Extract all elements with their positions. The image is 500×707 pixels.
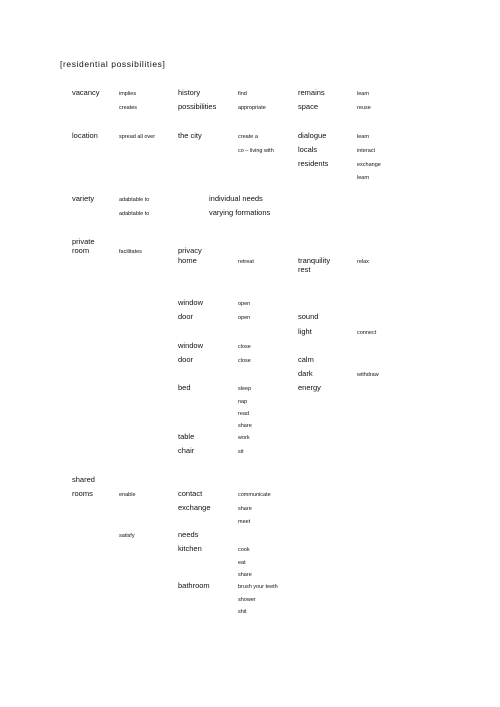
verb-meet: meet [238,519,251,525]
term-kitchen: kitchen [178,544,202,553]
term-door: door [178,312,194,321]
verb-facilitates: facilitates [119,249,142,255]
verb-enable: enable [119,492,136,498]
verb-learn-3: learn [357,175,370,181]
verb-cook: cook [238,547,250,553]
term-chair: chair [178,446,195,455]
term-history: history [178,88,201,97]
term-window-2: window [178,341,204,350]
term-bathroom: bathroom [178,581,210,590]
term-exchange: exchange [178,503,211,512]
term-light: light [298,327,312,336]
verb-learn: learn [357,91,370,97]
verb-communicate: communicate [238,492,271,498]
term-the-city: the city [178,131,202,140]
verb-connect: connect [357,330,377,336]
term-space: space [298,102,319,111]
term-needs: needs [178,530,199,539]
verb-adaptable-to: adabtable to [119,197,150,203]
term-individual-needs: individual needs [209,194,263,203]
term-bed: bed [178,383,191,392]
term-remains: remains [298,88,325,97]
verb-eat: eat [238,560,246,566]
term-room: room [72,246,90,255]
verb-exchange: exchange [357,162,381,168]
term-dark: dark [298,369,313,378]
term-home: home [178,256,197,265]
verb-sleep: sleep [238,386,252,392]
verb-sit: sit [238,449,244,455]
verb-satisfy: satisfy [119,533,135,539]
term-rooms: rooms [72,489,93,498]
term-possibilities: possibilities [178,102,217,111]
term-window: window [178,298,204,307]
verb-interact: interact [357,148,376,154]
term-private: private [72,237,95,246]
verb-appropriate: appropriate [238,105,266,111]
term-contact: contact [178,489,203,498]
verb-brush-your-teeth: brush your teeth [238,584,278,590]
verb-reuse: reuse [357,105,371,111]
term-table: table [178,432,195,441]
verb-relax: relax [357,259,369,265]
verb-share-2: share [238,506,252,512]
verb-share-3: share [238,572,252,578]
verb-implies: implies [119,91,137,97]
verb-share: share [238,423,252,429]
verb-retreat: retreat [238,259,254,265]
verb-open-2: open [238,315,251,321]
verb-nap: nap [238,399,248,405]
term-privacy: privacy [178,246,202,255]
term-door-2: door [178,355,194,364]
verb-shower: shower [238,597,256,603]
verb-read: read [238,411,250,417]
verb-spread-all-over: spread all over [119,134,156,140]
term-dialogue: dialogue [298,131,327,140]
term-tranquility: tranquility [298,256,331,265]
verb-withdraw: withdraw [357,372,379,378]
term-varying-formations: varying formations [209,208,271,217]
verb-create-a: create a [238,134,258,140]
verb-creates: creates [119,105,138,111]
verb-learn-2: learn [357,134,370,140]
verb-co-living-with: co – living with [238,148,274,154]
term-sound: sound [298,312,319,321]
verb-work: work [238,435,250,441]
term-rest: rest [298,265,311,274]
term-locals: locals [298,145,318,154]
term-energy: energy [298,383,321,392]
term-calm: calm [298,355,314,364]
verb-open: open [238,301,251,307]
verb-adaptable-to-2: adabtable to [119,211,150,217]
term-residents: residents [298,159,329,168]
term-vacancy: vacancy [72,88,100,97]
term-shared: shared [72,475,95,484]
page-title: [residential possibilities] [60,59,166,69]
term-variety: variety [72,194,95,203]
verb-shit: shit [238,609,247,615]
term-location: location [72,131,98,140]
verb-close: close [238,344,251,350]
verb-close-2: close [238,358,251,364]
verb-find: find [238,91,247,97]
